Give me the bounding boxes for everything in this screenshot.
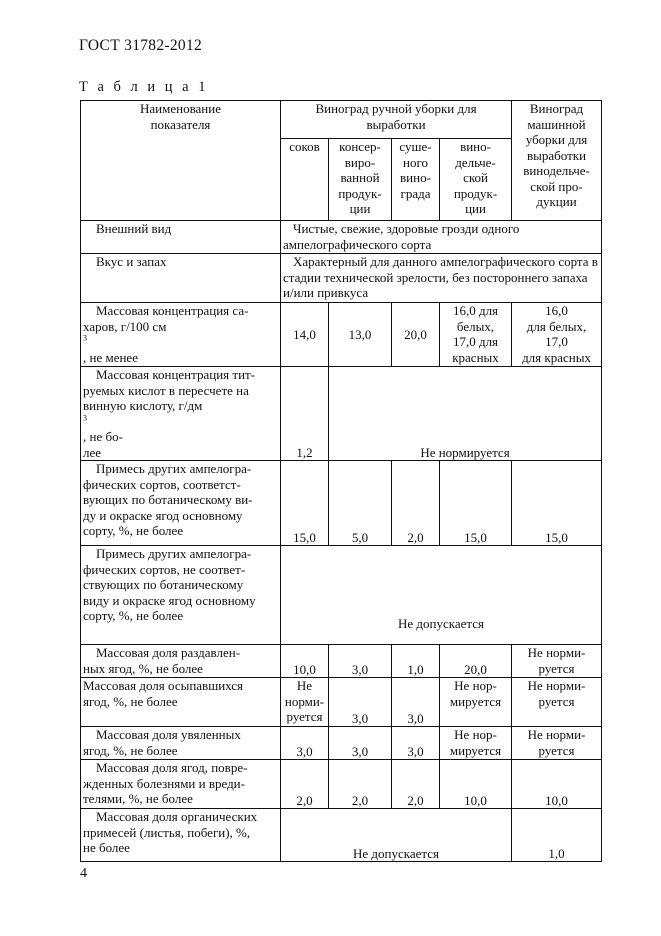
grape-quality-table [80,100,602,862]
header-line: выработки [526,147,587,163]
value-line: руется [538,693,575,709]
label-line: ду и окраске ягод основному [83,507,243,523]
matching-machine: 15,0 [512,461,602,546]
crushed-machine [512,645,602,678]
table-row-matching-varieties [81,461,602,546]
label-line [83,398,278,445]
crushed-dried: 1,0 [392,645,440,678]
table-row-damaged [81,760,602,809]
sugar-wine [440,303,512,367]
table-row-taste [81,254,602,303]
table-caption: Т а б л и ц а 1 [79,79,209,95]
label-line: Массовая концентрация са- [96,303,249,318]
label-line: не более [83,840,130,855]
damaged-juice: 2,0 [281,760,329,809]
header-machine-harvest [512,101,602,221]
subheader-dried [392,139,440,221]
row-label [81,461,281,546]
acids-juice: 1,2 [281,367,329,461]
label-line: сорту, %, не более [83,608,184,623]
row-label [81,367,281,461]
table-row-appearance [81,221,602,254]
header-line: дельче- [455,154,496,170]
organic-manual: Не допускается [281,809,512,862]
subheader-juice [281,139,329,221]
label-line: ягод, %, не более [83,693,178,709]
label-line: Примесь других ампелогра- [96,546,252,561]
damaged-machine: 10,0 [512,760,602,809]
label-line: Массовая концентрация тит- [96,367,256,382]
label-line: жденных болезнями и вреди- [83,775,245,791]
crushed-juice: 10,0 [281,645,329,678]
matching-wine: 15,0 [440,461,512,546]
header-line: соков [289,139,320,154]
crushed-canned: 3,0 [329,645,392,678]
value-line: мируется [449,693,502,709]
sugar-juice: 14,0 [281,303,329,367]
header-line: града [400,185,431,201]
label-line: Массовая доля ягод, повре- [96,760,248,775]
value-line: 16,0 для [452,303,499,318]
table-row-withered [81,727,602,760]
withered-canned: 3,0 [329,727,392,760]
label-line: виду и окраске ягод основному [83,592,256,608]
header-line: выработки [366,116,426,132]
label-line: Примесь других ампелогра- [96,461,252,476]
matching-dried: 2,0 [392,461,440,546]
value-line: Не нор- [454,678,497,693]
label-line [83,319,278,366]
value-line: мируется [449,742,502,758]
label-line: фических сортов, соответст- [83,476,241,492]
appearance-value: Чистые, свежие, здоровые грозди одного ампелографического сорта [281,221,602,254]
header-line: вино- [400,170,431,185]
fallen-juice [281,678,329,727]
sugar-canned: 13,0 [329,303,392,367]
damaged-canned: 2,0 [329,760,392,809]
header-line: ской [463,170,488,185]
fallen-machine [512,678,602,727]
header-indicator-name [81,101,281,221]
row-label [81,727,281,760]
table-row-nonmatching-varieties [81,546,602,645]
header-line: ванной [340,170,380,185]
damaged-wine: 10,0 [440,760,512,809]
value-line: руется [538,660,575,676]
header-line: машинной [527,116,586,132]
label-line: Массовая доля увяленных [96,727,241,742]
value-line: красных [452,349,499,365]
acids-others: Не нормируется [329,367,602,461]
header-line: продук- [338,185,382,201]
header-line: консер- [339,139,381,154]
page-number: 4 [80,866,87,881]
table-row-organic [81,809,602,862]
value-line: 17,0 для [452,334,499,349]
label-line: руемых кислот в пересчете на [83,382,249,398]
subheader-wine [440,139,512,221]
row-label [81,760,281,809]
value-line: 17,0 [545,334,568,349]
value-line: 16,0 [545,303,568,318]
value-line: для белых, [526,318,587,334]
table-row-fallen [81,678,602,727]
label-superscript: 3 [83,333,87,343]
label-line: ствующих по ботаническому [83,577,244,592]
row-label [81,254,281,303]
matching-juice: 15,0 [281,461,329,546]
header-line: продук- [453,185,498,201]
header-line: показателя [150,116,211,132]
label-line: сорту, %, не более [83,523,184,538]
header-line: Наименование [140,101,221,116]
header-line: суше- [399,139,432,154]
table-row-crushed [81,645,602,678]
label-line: Внешний вид [96,221,172,236]
value-line: руется [286,709,323,724]
value-line: Не [296,678,313,693]
withered-machine [512,727,602,760]
document-code: ГОСТ 31782-2012 [79,37,203,54]
label-text: , не менее [83,349,138,365]
value-line: Не нор- [454,727,497,742]
table-row-sugar [81,303,602,367]
header-line: Виноград ручной уборки для [315,101,477,116]
withered-wine [440,727,512,760]
value-line: белых, [456,318,495,334]
header-manual-harvest [281,101,512,139]
header-line: виро- [344,154,376,170]
value-line: норми- [284,693,325,709]
header-line: ской про- [530,178,583,194]
sugar-machine [512,303,602,367]
row-label [81,221,281,254]
header-line: дукции [536,194,577,209]
header-line: ции [465,201,486,216]
header-line: винодельче- [523,163,590,178]
organic-machine: 1,0 [512,809,602,862]
label-line: ных ягод, %, не более [83,660,203,676]
row-label [81,645,281,678]
value-line: для красных [522,349,591,365]
header-line: уборки для [525,132,588,147]
value-line: Не норми- [527,678,586,693]
row-label [81,303,281,367]
label-text: , не бо- [83,429,123,444]
crushed-wine: 20,0 [440,645,512,678]
table-header-row [81,101,602,139]
label-line: ягод, %, не более [83,742,178,758]
withered-dried: 3,0 [392,727,440,760]
label-text: харов, г/100 см [83,318,167,334]
header-line: Виноград [529,101,584,116]
label-line: примесей (листья, побеги), %, [83,824,251,840]
fallen-canned: 3,0 [329,678,392,727]
nonmatching-value: Не допускается [281,546,602,645]
label-line: вующих по ботаническому ви- [83,492,253,507]
header-line: вино- [460,139,491,154]
label-line: Массовая доля раздавлен- [96,645,241,660]
row-label [81,809,281,862]
label-line: фических сортов, не соответ- [83,561,246,577]
withered-juice: 3,0 [281,727,329,760]
header-line: ного [403,154,428,170]
label-line: Вкус и запах [96,254,167,269]
value-line: Не норми- [527,645,586,660]
row-label [81,678,281,727]
table-row-acids [81,367,602,461]
label-text: винную кислоту, г/дм [83,398,203,413]
subheader-canned [329,139,392,221]
fallen-dried: 3,0 [392,678,440,727]
label-line: телями, %, не более [83,791,193,806]
label-line: Массовая доля осыпавшихся [83,678,244,693]
header-line: ции [349,201,371,216]
sugar-dried: 20,0 [392,303,440,367]
value-line: руется [538,742,575,758]
label-superscript: 3 [83,413,87,423]
matching-canned: 5,0 [329,461,392,546]
value-line: Не норми- [527,727,586,742]
row-label [81,546,281,645]
damaged-dried: 2,0 [392,760,440,809]
taste-value: Характерный для данного ампелографического сорта в стадии технической зрелости, без постороннего запаха и/или привкуса [281,254,602,303]
label-line: Массовая доля органических [96,809,258,824]
fallen-wine [440,678,512,727]
label-line: лее [83,444,102,460]
